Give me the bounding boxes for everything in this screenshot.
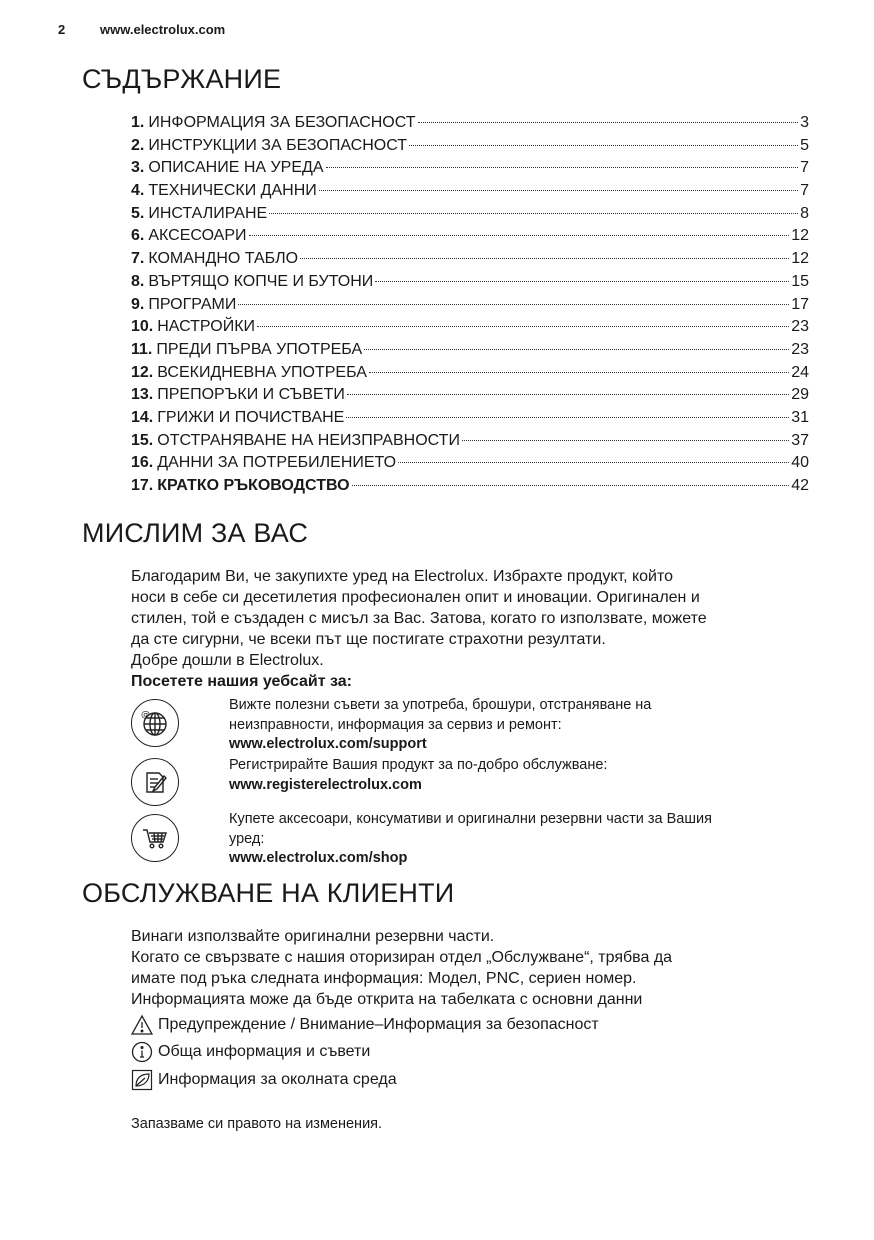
support-link[interactable]: www.electrolux.com/support xyxy=(229,736,427,752)
toc-item-title: ИНСТРУКЦИИ ЗА БЕЗОПАСНОСТ xyxy=(148,136,407,154)
shop-link[interactable]: www.electrolux.com/shop xyxy=(229,850,408,866)
toc-item[interactable] xyxy=(131,452,809,475)
page-number: 2 xyxy=(58,22,66,37)
toc-item[interactable] xyxy=(131,180,809,203)
toc-item-number: 8. xyxy=(131,272,145,290)
toc-item[interactable] xyxy=(131,248,809,271)
service-heading: ОБСЛУЖВАНЕ НА КЛИЕНТИ xyxy=(82,878,455,908)
environment-leaf-icon xyxy=(131,1069,153,1091)
toc-item-number: 9. xyxy=(131,295,145,313)
toc-item[interactable] xyxy=(131,475,809,498)
toc-item-title: ИНФОРМАЦИЯ ЗА БЕЗОПАСНОСТ xyxy=(148,114,416,131)
toc-item-page: 31 xyxy=(791,408,809,426)
toc-item-page: 15 xyxy=(791,272,809,290)
toc-leader-dots xyxy=(319,190,798,191)
toc-item-page: 12 xyxy=(791,227,809,245)
toc-item-number: 15. xyxy=(131,431,154,449)
page-header xyxy=(58,22,225,37)
toc-item-title: ДАННИ ЗА ПОТРЕБИЛЕНИЕТО xyxy=(157,454,397,472)
toc-leader-dots xyxy=(269,213,798,214)
toc-leader-dots xyxy=(409,145,798,146)
support-line: Вижте полезни съвети за употреба, брошури, отстраняване на xyxy=(229,697,652,713)
table-of-contents xyxy=(131,112,809,498)
toc-leader-dots xyxy=(352,485,790,486)
toc-item-title: КРАТКО РЪКОВОДСТВО xyxy=(157,477,350,494)
toc-item-page: 37 xyxy=(791,431,809,449)
toc-item-number: 17. xyxy=(131,477,154,494)
toc-item[interactable] xyxy=(131,203,809,226)
toc-item[interactable] xyxy=(131,384,809,407)
toc-item-page: 42 xyxy=(791,477,809,494)
register-line: Регистрирайте Вашия продукт за по-добро обслужване: xyxy=(229,757,608,773)
legend-text: Предупреждение / Внимание–Информация за безопасност xyxy=(158,1016,599,1033)
shop-text xyxy=(229,810,809,869)
toc-item-number: 2. xyxy=(131,136,145,154)
legend-warning xyxy=(131,1014,599,1036)
visit-label: Посетете нашия уебсайт за: xyxy=(131,673,352,690)
toc-item-number: 1. xyxy=(131,114,145,131)
toc-item-title: АКСЕСОАРИ xyxy=(148,227,247,245)
toc-heading: СЪДЪРЖАНИЕ xyxy=(82,64,282,94)
toc-item[interactable] xyxy=(131,271,809,294)
toc-leader-dots xyxy=(257,326,789,327)
toc-leader-dots xyxy=(418,122,799,123)
toc-item[interactable] xyxy=(131,135,809,158)
service-line: Когато се свързвате с нашия оторизиран отдел „Обслужване“, трябва да xyxy=(131,949,673,966)
toc-leader-dots xyxy=(346,417,789,418)
toc-item-page: 40 xyxy=(791,454,809,472)
intro-line: Добре дошли в Electrolux. xyxy=(131,652,324,669)
toc-item-number: 13. xyxy=(131,386,154,404)
toc-item-page: 17 xyxy=(791,295,809,313)
toc-item[interactable] xyxy=(131,407,809,430)
toc-item-number: 3. xyxy=(131,159,145,177)
warning-icon xyxy=(131,1014,153,1036)
toc-item-number: 11. xyxy=(131,340,153,358)
toc-item[interactable] xyxy=(131,294,809,317)
site-url: www.electrolux.com xyxy=(100,22,226,37)
toc-leader-dots xyxy=(249,235,790,236)
toc-item-page: 29 xyxy=(791,386,809,404)
toc-item-title: ОПИСАНИЕ НА УРЕДА xyxy=(148,159,324,177)
toc-item-title: ПРЕПОРЪКИ И СЪВЕТИ xyxy=(157,386,345,404)
toc-item-page: 23 xyxy=(791,318,809,336)
toc-item-page: 3 xyxy=(800,114,809,131)
legend-info xyxy=(131,1041,370,1063)
toc-item-number: 7. xyxy=(131,250,145,268)
globe-icon xyxy=(131,699,179,747)
toc-item-title: ВСЕКИДНЕВНА УПОТРЕБА xyxy=(157,363,367,381)
toc-item-title: ВЪРТЯЩО КОПЧЕ И БУТОНИ xyxy=(148,272,374,290)
toc-item-page: 12 xyxy=(791,250,809,268)
toc-item[interactable] xyxy=(131,316,809,339)
service-line: Информацията може да бъде открита на табелката с основни данни xyxy=(131,991,643,1008)
service-paragraph xyxy=(131,926,821,1010)
toc-item-page: 8 xyxy=(800,204,809,222)
toc-item-page: 23 xyxy=(791,340,809,358)
toc-item-title: ПРЕДИ ПЪРВА УПОТРЕБА xyxy=(156,340,363,358)
toc-item-page: 24 xyxy=(791,363,809,381)
register-text xyxy=(229,756,809,795)
support-text xyxy=(229,696,809,755)
legend-text: Обща информация и съвети xyxy=(158,1043,371,1060)
toc-leader-dots xyxy=(398,462,789,463)
support-line: неизправности, информация за сервиз и ремонт: xyxy=(229,716,562,733)
toc-item-page: 7 xyxy=(800,182,809,200)
legend-text: Информация за околната среда xyxy=(158,1071,397,1088)
toc-item[interactable] xyxy=(131,157,809,180)
toc-item[interactable] xyxy=(131,339,809,362)
legend-environment xyxy=(131,1069,397,1091)
toc-item-number: 10. xyxy=(131,318,154,336)
svg-text:@: @ xyxy=(141,710,150,720)
toc-item-number: 6. xyxy=(131,227,145,245)
toc-leader-dots xyxy=(347,394,789,395)
toc-leader-dots xyxy=(364,349,789,350)
toc-item-number: 4. xyxy=(131,182,145,200)
shop-line: Купете аксесоари, консумативи и оригинални резервни части за Вашия xyxy=(229,811,712,827)
rights-note: Запазваме си правото на изменения. xyxy=(131,1116,383,1132)
toc-leader-dots xyxy=(326,167,799,168)
service-line: Винаги използвайте оригинални резервни части. xyxy=(131,928,495,945)
shopping-cart-icon xyxy=(131,814,179,862)
toc-item[interactable] xyxy=(131,225,809,248)
intro-paragraph xyxy=(131,566,821,692)
toc-item-number: 12. xyxy=(131,363,154,381)
toc-leader-dots xyxy=(238,304,789,305)
toc-item-title: ИНСТАЛИРАНЕ xyxy=(148,204,268,222)
service-line: имате под ръка следната информация: Модел, PNC, сериен номер. xyxy=(131,970,637,987)
toc-item-page: 7 xyxy=(800,159,809,177)
toc-item-title: НАСТРОЙКИ xyxy=(157,318,256,336)
toc-item-number: 14. xyxy=(131,408,154,426)
register-link[interactable]: www.registerelectrolux.com xyxy=(229,776,422,793)
intro-line: да сте сигурни, че всеки път ще постигате страхотни резултати. xyxy=(131,631,606,648)
toc-item-title: ПРОГРАМИ xyxy=(148,295,237,313)
toc-leader-dots xyxy=(300,258,789,259)
toc-item-number: 5. xyxy=(131,204,145,222)
intro-line: стилен, той е създаден с мисъл за Вас. Затова, когато го използвате, можете xyxy=(131,610,707,627)
toc-item-page: 5 xyxy=(800,136,809,154)
toc-item-title: КОМАНДНО ТАБЛО xyxy=(148,250,299,268)
info-icon xyxy=(131,1041,153,1063)
toc-item-title: ОТСТРАНЯВАНЕ НА НЕИЗПРАВНОСТИ xyxy=(157,431,460,449)
toc-item[interactable] xyxy=(131,430,809,453)
toc-leader-dots xyxy=(375,281,789,282)
toc-item-title: ТЕХНИЧЕСКИ ДАННИ xyxy=(148,182,317,200)
toc-item-number: 16. xyxy=(131,454,154,472)
register-document-icon xyxy=(131,758,179,806)
intro-line: носи в себе си десетилетия професионален опит и иновации. Оригинален и xyxy=(131,589,700,606)
shop-line: уред: xyxy=(229,830,265,847)
toc-leader-dots xyxy=(369,372,789,373)
toc-leader-dots xyxy=(462,440,789,441)
toc-item-title: ГРИЖИ И ПОЧИСТВАНЕ xyxy=(157,408,345,426)
thinking-heading: МИСЛИМ ЗА ВАС xyxy=(82,518,309,548)
toc-item[interactable] xyxy=(131,112,809,135)
intro-line: Благодарим Ви, че закупихте уред на Electrolux. Избрахте продукт, който xyxy=(131,568,674,585)
toc-item[interactable] xyxy=(131,362,809,385)
